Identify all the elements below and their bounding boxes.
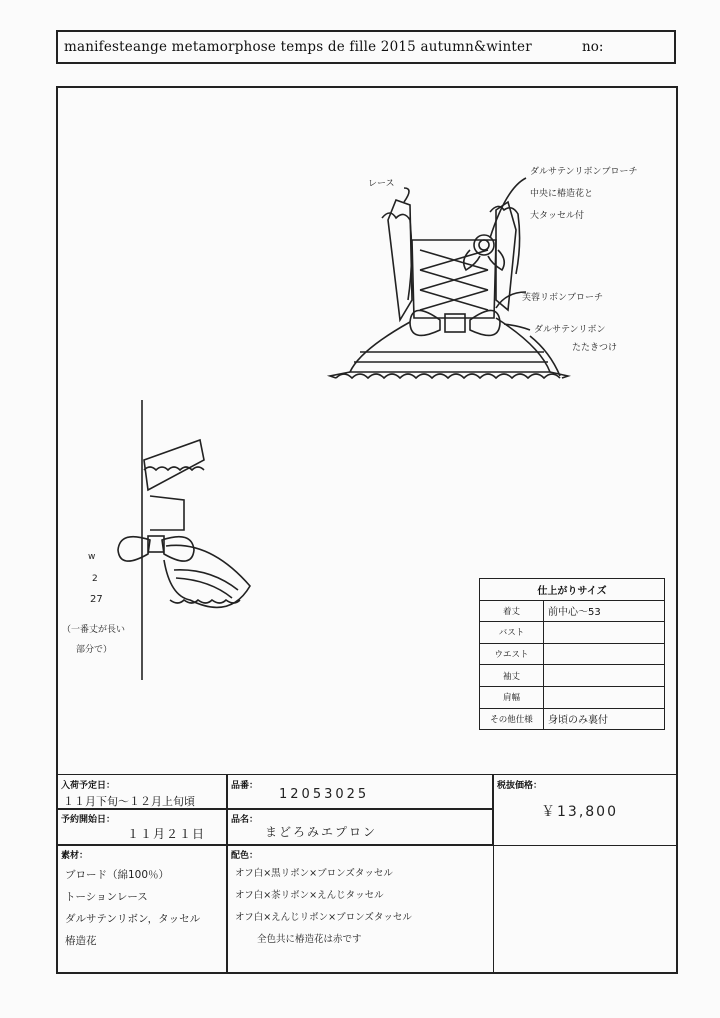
arrival-value: １１月下旬～１２月上旬頃: [63, 795, 195, 808]
color-item: 全色共に椿造花は赤です: [257, 934, 362, 945]
arrival-cell: [56, 774, 228, 810]
annotation-dyed-ribbon: 芙蓉リボンブローチ: [522, 293, 604, 303]
material-item: ダルサテンリボン，タッセル: [65, 913, 201, 925]
size-row: [480, 622, 665, 644]
annotation-side-2: 2: [92, 574, 98, 584]
size-table-title: 仕上がりサイズ: [480, 579, 665, 601]
header-no-label: no:: [582, 39, 604, 55]
size-label: その他仕様: [480, 708, 544, 730]
apron-side-sketch: [100, 400, 280, 680]
annotation-brooch-1: ダルサテンリボンブローチ: [530, 167, 638, 177]
annotation-brooch-2: 中央に椿造花と: [530, 189, 594, 199]
reserve-value: １１月２１日: [127, 827, 206, 841]
size-label: 着丈: [480, 600, 544, 622]
size-value: [544, 665, 665, 687]
annotation-lace: レース: [368, 179, 395, 189]
product-no-value: 12053025: [279, 787, 370, 802]
price-value: ￥13,800: [541, 804, 618, 820]
size-value: [544, 622, 665, 644]
color-item: オフ白×茶リボン×えんじタッセル: [235, 890, 384, 901]
size-value: [544, 686, 665, 708]
annotation-side-3: 27: [90, 594, 103, 605]
apron-front-sketch: [300, 150, 700, 430]
size-table: [479, 578, 665, 730]
header-bar: [56, 30, 676, 64]
size-row: [480, 643, 665, 665]
size-value: 前中心～53: [544, 600, 665, 622]
color-item: オフ白×黒リボン×ブロンズタッセル: [235, 868, 393, 879]
header-title: manifesteange metamorphose temps de fille 2015 autumn&winter: [64, 39, 532, 55]
size-row: [480, 686, 665, 708]
material-item: 椿造花: [65, 935, 97, 947]
color-label: 配色：: [231, 851, 259, 861]
size-row: [480, 665, 665, 687]
annotation-side-5: 部分で）: [76, 645, 113, 655]
reserve-cell: [56, 808, 228, 846]
annotation-side-1: w: [88, 552, 96, 562]
price-cell: [492, 774, 678, 846]
size-value: 身頃のみ裏付: [544, 708, 665, 730]
product-no-label: 品番：: [231, 781, 259, 791]
size-label: 袖丈: [480, 665, 544, 687]
size-label: バスト: [480, 622, 544, 644]
annotation-side-4: （一番丈が長い: [62, 625, 126, 635]
price-label: 税抜価格：: [497, 781, 543, 791]
name-value: まどろみエプロン: [265, 825, 378, 839]
size-label: ウエスト: [480, 643, 544, 665]
reserve-label: 予約開始日：: [61, 815, 116, 825]
material-cell: [56, 844, 228, 974]
color-item: オフ白×えんじリボン×ブロンズタッセル: [235, 912, 412, 923]
material-item: ブロード（綿100％）: [65, 869, 170, 881]
annotation-brooch-3: 大タッセル付: [530, 211, 585, 221]
name-cell: [226, 808, 494, 846]
name-label: 品名：: [231, 815, 259, 825]
size-row: [480, 600, 665, 622]
annotation-tatami: たたきつけ: [572, 343, 618, 353]
size-label: 肩幅: [480, 686, 544, 708]
material-label: 素材：: [61, 851, 89, 861]
color-cell: [226, 844, 494, 974]
size-value: [544, 643, 665, 665]
arrival-label: 入荷予定日：: [61, 781, 116, 791]
info-panel: [56, 774, 678, 974]
product-no-cell: [226, 774, 494, 810]
size-row: [480, 708, 665, 730]
annotation-dull-satin: ダルサテンリボン: [534, 325, 606, 335]
material-item: トーションレース: [65, 891, 148, 903]
